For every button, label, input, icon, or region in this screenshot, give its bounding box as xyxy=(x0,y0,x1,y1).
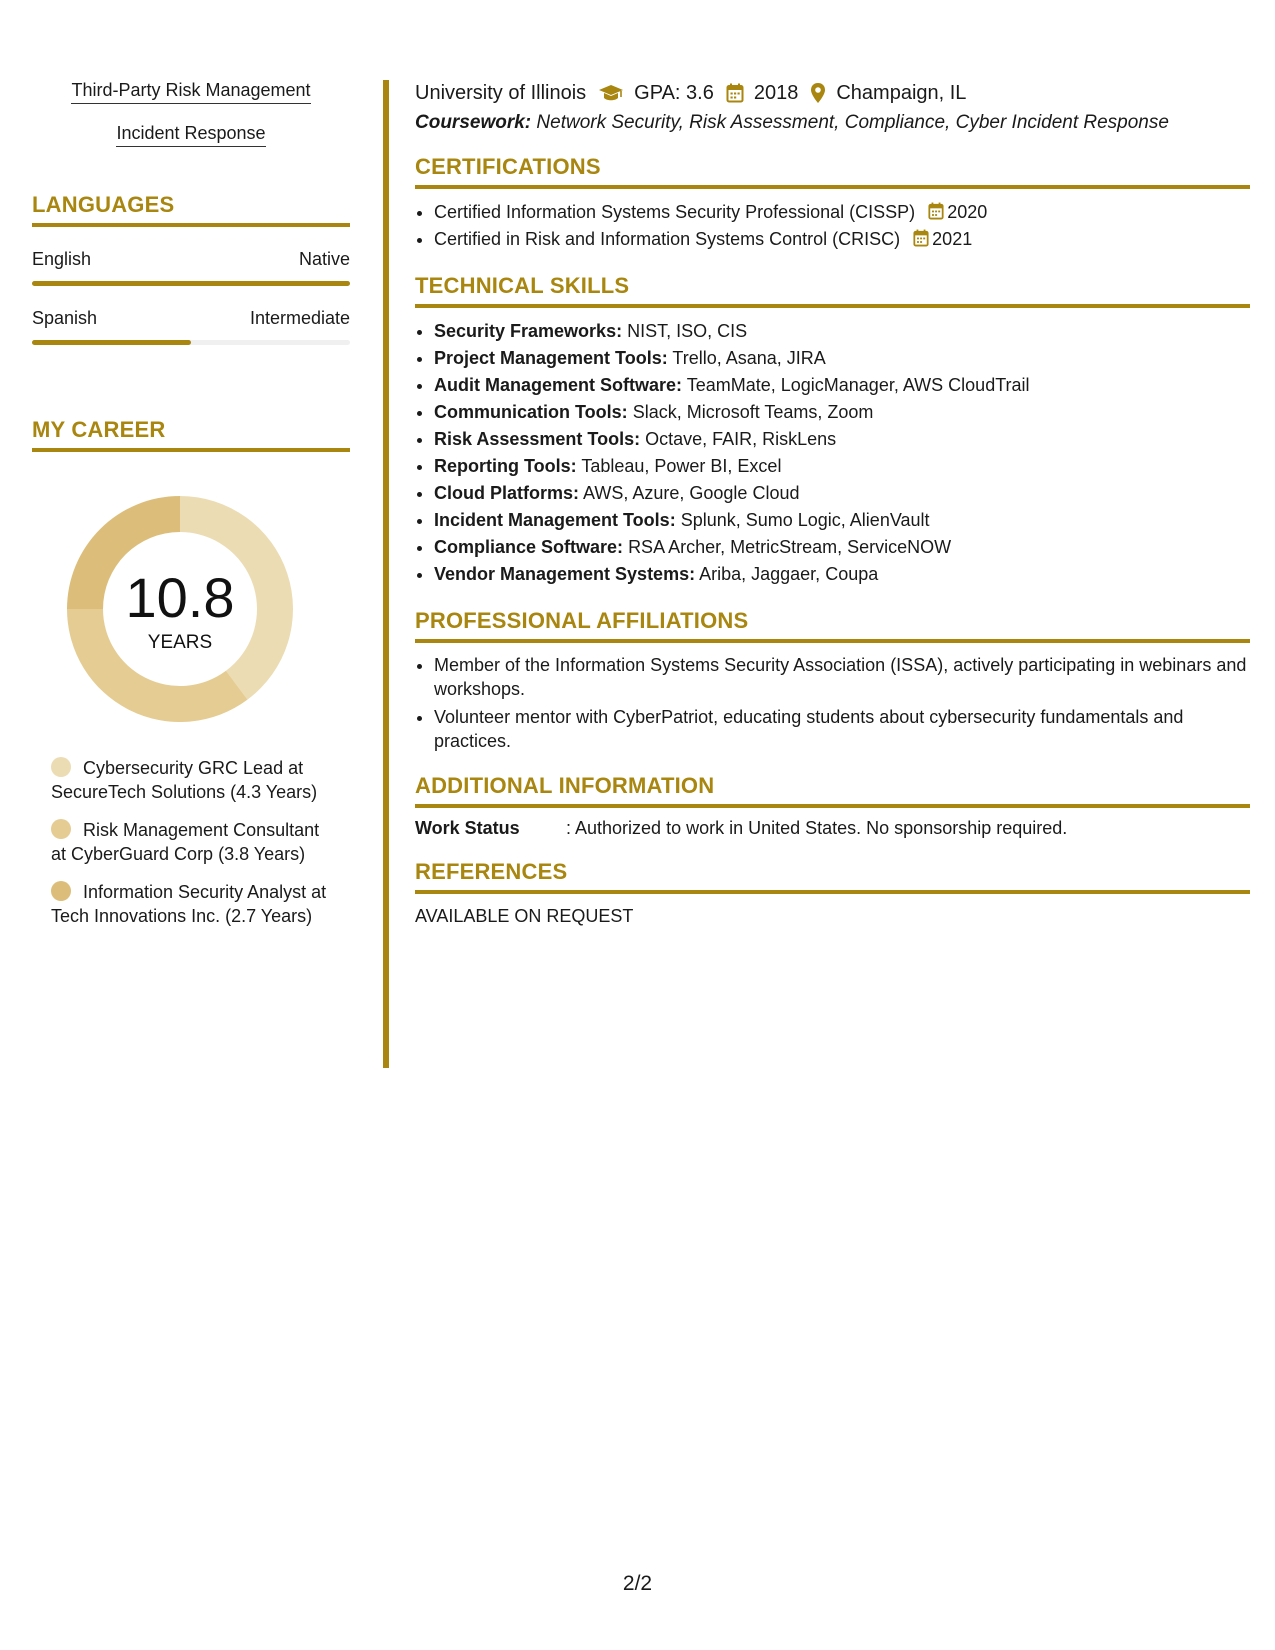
career-title: MY CAREER xyxy=(32,417,350,452)
career-legend-item xyxy=(51,880,336,928)
language-name: Spanish xyxy=(32,308,98,328)
skill-category: Reporting Tools: xyxy=(434,456,577,476)
legend-dot xyxy=(51,819,71,839)
career-section xyxy=(32,417,350,928)
additional-info-section xyxy=(415,773,1250,839)
references-text: AVAILABLE ON REQUEST xyxy=(415,906,634,926)
career-role: Information Security Analyst at Tech Innovations Inc. (2.7 Years) xyxy=(51,882,327,926)
skill-category: Vendor Management Systems: xyxy=(434,564,696,584)
language-name: English xyxy=(32,249,92,269)
affiliations-title: PROFESSIONAL AFFILIATIONS xyxy=(415,608,1250,643)
skill-category: Cloud Platforms: xyxy=(434,483,580,503)
skill-values: TeamMate, LogicManager, AWS CloudTrail xyxy=(686,375,1030,395)
location-pin-icon xyxy=(810,82,826,104)
career-total-years: 10.8 xyxy=(125,566,235,629)
certification-name: Certified in Risk and Information Systems Control (CRISC) xyxy=(434,229,901,249)
skill-item xyxy=(434,453,1250,480)
skill-category: Project Management Tools: xyxy=(434,348,668,368)
legend-dot xyxy=(51,757,71,777)
education-section xyxy=(415,80,1250,134)
skill-category: Communication Tools: xyxy=(434,402,628,422)
skill-values: Splunk, Sumo Logic, AlienVault xyxy=(680,510,930,530)
skill-item xyxy=(434,372,1250,399)
career-legend xyxy=(32,756,336,928)
technical-skills-section xyxy=(415,273,1250,588)
main-content xyxy=(415,80,1250,927)
skill-category: Audit Management Software: xyxy=(434,375,683,395)
certification-year: 2021 xyxy=(932,229,973,249)
language-level: Native xyxy=(298,249,350,269)
school-location: Champaign, IL xyxy=(836,82,967,104)
languages-title: LANGUAGES xyxy=(32,192,350,227)
graduation-cap-icon xyxy=(598,84,624,102)
sidebar xyxy=(32,80,350,942)
career-donut-chart xyxy=(67,496,293,722)
skill-tag: Third-Party Risk Management xyxy=(71,80,310,104)
skill-item xyxy=(434,507,1250,534)
skill-category: Compliance Software: xyxy=(434,537,624,557)
skill-values: RSA Archer, MetricStream, ServiceNOW xyxy=(628,537,952,557)
language-proficiency-bar xyxy=(32,281,350,286)
language-item xyxy=(32,308,350,345)
languages-section xyxy=(32,192,350,345)
affiliation-item: • Volunteer mentor with CyberPatriot, educating students about cybersecurity fundamentals and practices. xyxy=(434,705,1250,753)
skill-values: Ariba, Jaggaer, Coupa xyxy=(699,564,879,584)
certification-name: Certified Information Systems Security Professional (CISSP) xyxy=(434,202,916,222)
references-title: REFERENCES xyxy=(415,859,1250,894)
calendar-icon xyxy=(928,202,944,220)
skill-item xyxy=(434,480,1250,507)
additional-info-title: ADDITIONAL INFORMATION xyxy=(415,773,1250,808)
skill-values: Octave, FAIR, RiskLens xyxy=(645,429,837,449)
calendar-icon xyxy=(913,229,929,247)
certification-item xyxy=(434,199,1250,226)
skill-values: NIST, ISO, CIS xyxy=(627,321,748,341)
school-name: University of Illinois xyxy=(415,82,587,104)
certifications-section xyxy=(415,154,1250,253)
calendar-icon xyxy=(726,83,744,103)
legend-dot xyxy=(51,881,71,901)
certification-item xyxy=(434,226,1250,253)
skill-item xyxy=(434,345,1250,372)
skill-values: AWS, Azure, Google Cloud xyxy=(583,483,800,503)
language-proficiency-bar xyxy=(32,340,350,345)
references-section xyxy=(415,859,1250,927)
coursework xyxy=(415,112,1250,134)
affiliations-section xyxy=(415,608,1250,753)
work-status-row xyxy=(415,818,1250,839)
coursework-label: Coursework: xyxy=(415,112,532,133)
skill-values: Tableau, Power BI, Excel xyxy=(581,456,782,476)
skill-values: Trello, Asana, JIRA xyxy=(672,348,826,368)
column-divider xyxy=(383,80,389,1068)
work-status-value: : Authorized to work in United States. No sponsorship required. xyxy=(566,818,1068,838)
language-proficiency-fill xyxy=(32,340,191,345)
certifications-title: CERTIFICATIONS xyxy=(415,154,1250,189)
skill-tags xyxy=(32,80,350,166)
graduation-year: 2018 xyxy=(753,82,799,104)
page-number: 2/2 xyxy=(622,1572,653,1595)
coursework-list: Network Security, Risk Assessment, Compliance, Cyber Incident Response xyxy=(536,112,1169,133)
technical-skills-title: TECHNICAL SKILLS xyxy=(415,273,1250,308)
skill-item xyxy=(434,534,1250,561)
skill-tag: Incident Response xyxy=(116,123,265,147)
career-role: Risk Management Consultant at CyberGuard Corp (3.8 Years) xyxy=(51,820,320,864)
skill-values: Slack, Microsoft Teams, Zoom xyxy=(632,402,874,422)
career-total-unit: YEARS xyxy=(147,632,213,653)
skill-item xyxy=(434,318,1250,345)
skill-item xyxy=(434,561,1250,588)
language-item xyxy=(32,249,350,286)
career-role: Cybersecurity GRC Lead at SecureTech Solutions (4.3 Years) xyxy=(51,758,318,802)
gpa: GPA: 3.6 xyxy=(634,82,714,104)
work-status-label: Work Status xyxy=(415,818,520,838)
skill-item xyxy=(434,426,1250,453)
language-level: Intermediate xyxy=(249,308,350,328)
language-proficiency-fill xyxy=(32,281,350,286)
career-legend-item xyxy=(51,756,336,804)
career-legend-item xyxy=(51,818,336,866)
skill-category: Incident Management Tools: xyxy=(434,510,676,530)
certification-year: 2020 xyxy=(947,202,988,222)
skill-item xyxy=(434,399,1250,426)
skill-category: Security Frameworks: xyxy=(434,321,623,341)
affiliation-item: • Member of the Information Systems Security Association (ISSA), actively participating in webinars and workshops. xyxy=(434,653,1250,701)
skill-category: Risk Assessment Tools: xyxy=(434,429,641,449)
